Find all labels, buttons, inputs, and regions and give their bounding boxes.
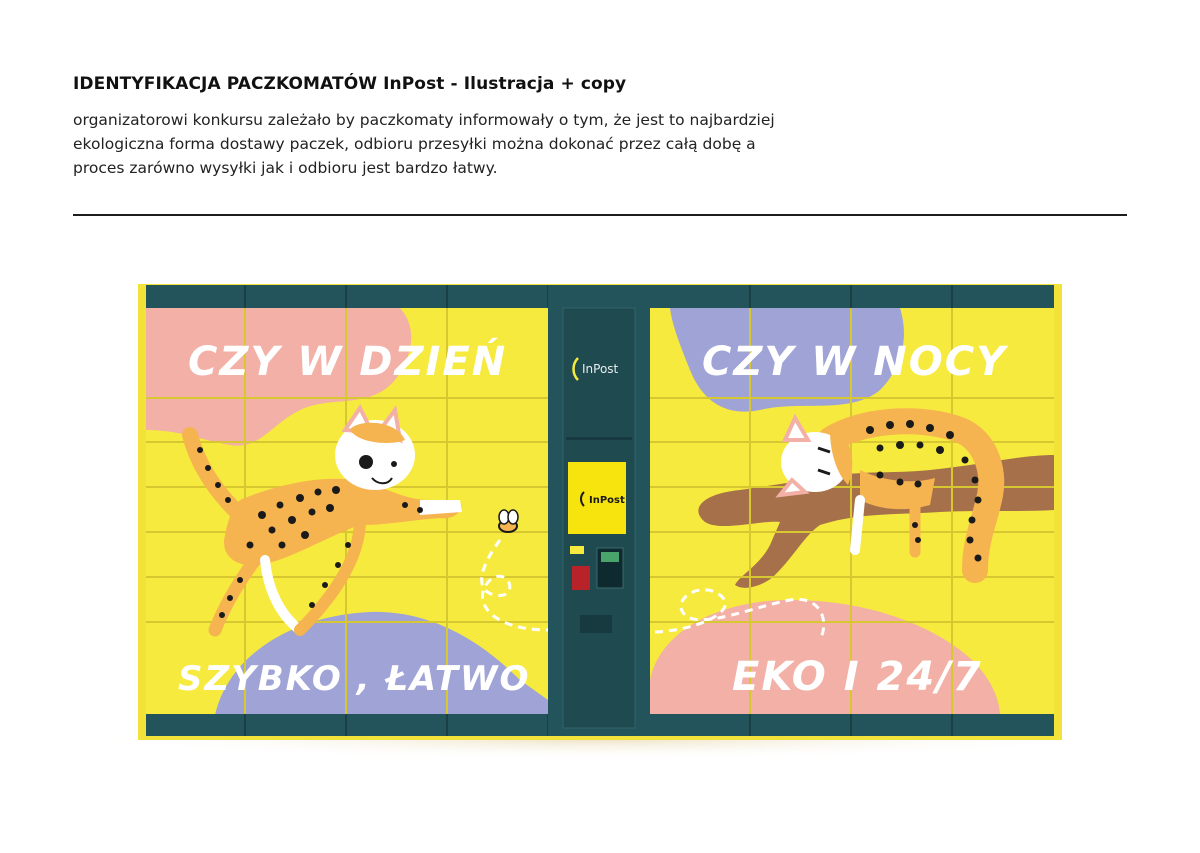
right-bottom-text: EKO I 24/7 xyxy=(732,654,983,700)
description-line: ekologiczna forma dostawy paczek, odbioru przesyłki można dokonać przez całą dobę a xyxy=(73,135,756,153)
page-title: IDENTYFIKACJA PACZKOMATÓW InPost - Ilustracja + copy xyxy=(73,74,627,94)
parcel-terminal xyxy=(548,285,650,736)
right-top-text: CZY W NOCY xyxy=(702,339,1008,385)
description-line: proces zarówno wysyłki jak i odbioru jest bardzo łatwy. xyxy=(73,159,498,177)
receipt-slot[interactable] xyxy=(580,615,612,633)
terminal-brand: InPost xyxy=(582,362,619,376)
left-bottom-text: SZYBKO , ŁATWO xyxy=(178,659,531,699)
description-line: organizatorowi konkursu zależało by paczkomaty informowały o tym, że jest to najbardziej xyxy=(73,111,775,129)
left-top-text: CZY W DZIEŃ xyxy=(188,339,508,385)
bee-icon xyxy=(499,510,518,532)
scanner-icon xyxy=(570,546,584,554)
screen-brand: InPost xyxy=(589,495,625,506)
card-reader[interactable] xyxy=(572,566,590,590)
